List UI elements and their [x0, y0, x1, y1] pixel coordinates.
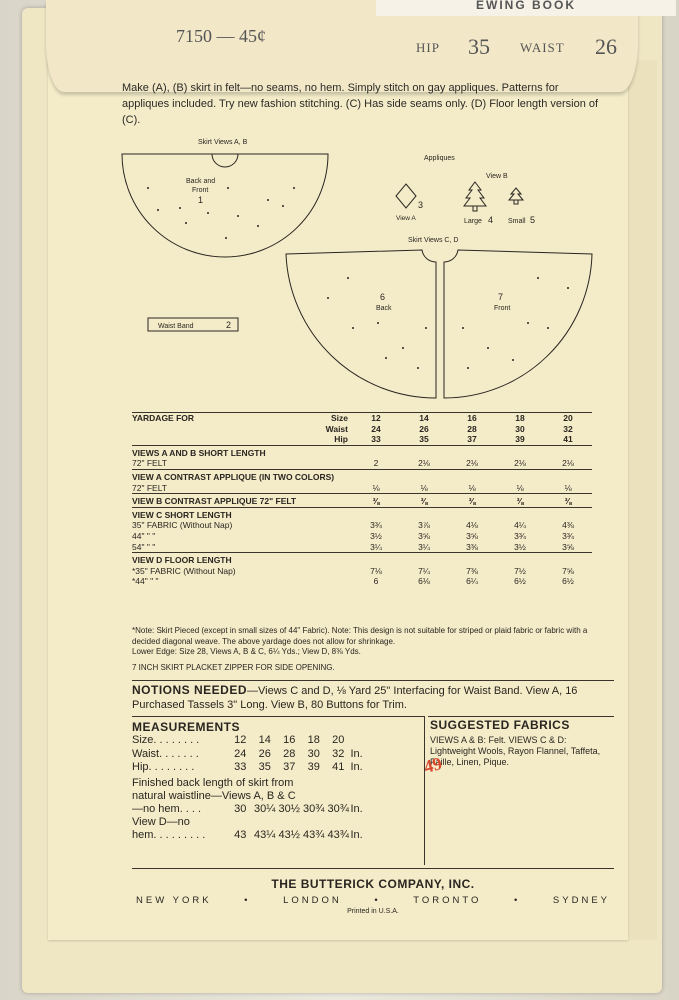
notions-title: NOTIONS NEEDED [132, 683, 248, 697]
city-toronto: TORONTO [413, 895, 482, 906]
pattern-number: 7150 — 45¢ [176, 26, 266, 46]
view-a-label: View A [396, 215, 416, 222]
hip-value: 35 [468, 34, 490, 59]
yardage-header-cell: 28 [467, 423, 477, 434]
yardage-cell: ⅛ [468, 482, 476, 493]
waist-band-label: Waist Band [158, 323, 194, 330]
yardage-cell: 4¼ [514, 520, 526, 531]
yardage-chart [132, 412, 592, 587]
applique-tree-large [464, 182, 486, 206]
yardage-cell: ⅛ [372, 482, 380, 493]
piece-1-dots [147, 187, 295, 239]
piece-4-number: 4 [488, 215, 494, 225]
yardage-header-cell: 24 [371, 423, 381, 434]
city-london: LONDON [283, 895, 342, 906]
yardage-cell: ⅛ [420, 482, 428, 493]
yardage-cell: ⅛ [564, 482, 572, 493]
small-label: Small [508, 218, 526, 225]
yardage-section-title [132, 445, 592, 458]
piece-7-label: Front [494, 305, 511, 312]
meas-waist-row: Waist. . . . . . . 24 26 28 30 32 In. [132, 747, 363, 760]
yardage-fabric-label: 35" FABRIC (Without Nap) [132, 520, 233, 531]
yardage-section-title [132, 553, 592, 566]
piece-6-label: Back [376, 305, 392, 312]
note-line-2: Lower Edge: Size 28, Views A, B & C, 6¼ Yds.; View D, 8⅜ Yds. [132, 647, 361, 656]
city-list [132, 895, 614, 906]
appliques-label: Appliques [424, 155, 455, 162]
yardage-cell: 3⅝ [562, 541, 574, 552]
yardage-cell: 3¾ [562, 530, 574, 541]
view-d-line: View D—no [132, 816, 190, 828]
piece-1-outline [122, 154, 328, 257]
meas-size-row: Size. . . . . . . . 12 14 16 18 20 [132, 734, 345, 746]
hip-label: HIP [416, 40, 440, 55]
measurements-title: MEASUREMENTS [132, 720, 241, 734]
price-stamp: 49 [421, 753, 445, 778]
yardage-section-title [132, 507, 592, 520]
printed-in: Printed in U.S.A. [347, 908, 399, 915]
yardage-header-label: Hip [334, 434, 348, 445]
piece-6-outline [286, 250, 436, 398]
yardage-header-cell: 12 [352, 413, 400, 424]
yardage-header-cell: 14 [400, 413, 448, 424]
yardage-cell: 6⅛ [418, 576, 430, 587]
yardage-header-label: Waist [325, 423, 348, 434]
yardage-header-cell: 26 [419, 423, 429, 434]
city-sydney: SYDNEY [552, 895, 610, 906]
yardage-fabric-label: 72" FELT [132, 458, 167, 469]
yardage-section-label: VIEWS A AND B SHORT LENGTH [132, 445, 352, 458]
applique-tree-small [509, 188, 523, 200]
fabrics-title: SUGGESTED FABRICS [430, 718, 570, 732]
yardage-cell: ⅜ [352, 494, 400, 508]
piece-7-outline [444, 250, 592, 398]
finished-length-line-2: natural waistline—Views A, B & C [132, 789, 296, 802]
yardage-section-label: VIEW B CONTRAST APPLIQUE 72" FELT [132, 494, 352, 508]
yardage-fabric-label: 54" " " [132, 541, 156, 552]
yardage-cell: 3⅝ [418, 530, 430, 541]
yardage-cell: 3⅞ [418, 520, 430, 531]
note-line-3: 7 INCH SKIRT PLACKET ZIPPER FOR SIDE OPENING. [132, 662, 335, 672]
yardage-header-label: Size [308, 413, 352, 424]
finished-length-line-1: Finished back length of skirt from [132, 776, 294, 789]
yardage-header-row [132, 424, 592, 435]
notions-section [132, 680, 614, 712]
piece-1-label-a: Back and [186, 178, 216, 185]
yardage-table [132, 412, 592, 587]
yardage-cell: ⅜ [544, 494, 592, 508]
measurements-section [132, 716, 425, 865]
notions-text: —Views C and D, ⅛ Yard 25" Interfacing for Waist Band. View A, 16 Purchased Tassels 3" Long. View B, 80 Buttons for Trim. [132, 685, 578, 711]
yardage-cell: ⅜ [448, 494, 496, 508]
skirt-cd-label: Skirt Views C, D [408, 237, 459, 244]
yardage-header-cell: 20 [544, 413, 592, 424]
yardage-cell: 7⅜ [466, 565, 478, 576]
yardage-cell: 2⅛ [514, 458, 526, 469]
yardage-fabric-label: *44" " " [132, 576, 159, 587]
separator-dot: • [244, 895, 251, 906]
pattern-pieces-diagram [118, 128, 608, 403]
yardage-cell: 3½ [370, 530, 382, 541]
company-name: THE BUTTERICK COMPANY, INC. [271, 877, 475, 891]
yardage-cell: 3¾ [514, 530, 526, 541]
yardage-row-label [132, 424, 308, 435]
yardage-section-title [132, 494, 592, 508]
yardage-header-cell: 16 [448, 413, 496, 424]
yardage-cell: 6½ [562, 576, 574, 587]
yardage-row [132, 520, 592, 531]
applique-diamond [396, 184, 416, 208]
yardage-row [132, 566, 592, 577]
flap-tab-text: EWING BOOK [376, 0, 676, 16]
large-label: Large [464, 218, 482, 225]
yardage-cell: 2⅛ [562, 458, 574, 469]
yardage-cell: 4⅛ [466, 520, 478, 531]
waist-band-number: 2 [226, 320, 232, 330]
piece-1-number: 1 [198, 195, 204, 205]
waist-label: WAIST [520, 40, 565, 55]
yardage-cell: 3¾ [370, 520, 382, 531]
yardage-header-cell: 41 [563, 434, 573, 445]
yardage-fabric-label: *35" FABRIC (Without Nap) [132, 565, 236, 576]
yardage-section-label: VIEW C SHORT LENGTH [132, 507, 352, 520]
yardage-row [132, 483, 592, 494]
piece-5-number: 5 [530, 215, 536, 225]
yardage-cell: 6¼ [466, 576, 478, 587]
yardage-cell: 3½ [514, 541, 526, 552]
envelope-top-flap [46, 0, 638, 92]
meas-hem-row: hem. . . . . . . . . 43 43¼ 43½ 43¾ 43¾ In. [132, 829, 363, 841]
suggested-fabrics-section [428, 716, 614, 865]
yardage-row [132, 531, 592, 542]
yardage-cell: 7⅝ [562, 565, 574, 576]
yardage-cell: 7⅛ [370, 565, 382, 576]
yardage-cell: 7½ [514, 565, 526, 576]
pieces-6-7-dots [327, 277, 569, 369]
piece-3-number: 3 [418, 200, 424, 210]
yardage-cell: 2⅛ [466, 458, 478, 469]
footer [132, 868, 614, 915]
fabrics-text: VIEWS A & B: Felt. VIEWS C & D: Lightweight Wools, Rayon Flannel, Taffeta, Faille, Linen, Pique. [430, 735, 601, 767]
yardage-cell: 3⅜ [466, 541, 478, 552]
price: 45¢ [239, 26, 266, 46]
yardage-cell: 2 [373, 458, 379, 469]
yardage-header-cell: 33 [371, 434, 381, 445]
view-b-label: View B [486, 173, 508, 180]
yardage-cell: 7¼ [418, 565, 430, 576]
yardage-notes [132, 626, 602, 673]
city-new-york: NEW YORK [136, 895, 212, 906]
yardage-header-row [132, 434, 592, 445]
skirt-ab-label: Skirt Views A, B [198, 139, 248, 146]
piece-7-number: 7 [498, 292, 504, 302]
yardage-cell: 4⅜ [562, 520, 574, 531]
yardage-row-label: YARDAGE FOR [132, 413, 308, 424]
yardage-cell: 6 [373, 576, 379, 587]
yardage-cell: 6½ [514, 576, 526, 587]
waist-value: 26 [595, 34, 617, 59]
meas-hip-row: Hip. . . . . . . . 33 35 37 39 41 In. [132, 761, 363, 773]
yardage-section-label: VIEW D FLOOR LENGTH [132, 553, 352, 566]
yardage-header-cell: 39 [515, 434, 525, 445]
yardage-cell: ⅛ [516, 482, 524, 493]
separator-dot: • [514, 895, 521, 906]
yardage-cell: 3¼ [418, 541, 430, 552]
note-line-1: *Note: Skirt Pieced (except in small sizes of 44" Fabric). Note: This design is not suitable for striped or plaid fabric or fabric with a decided diagonal weave. The above yardage does not allow for shrinkage. [132, 626, 588, 646]
yardage-header-cell: 35 [419, 434, 429, 445]
separator-dot: • [374, 895, 381, 906]
yardage-row [132, 576, 592, 587]
piece-6-number: 6 [380, 292, 386, 302]
yardage-header-cell: 30 [515, 423, 525, 434]
yardage-header-cell: 18 [496, 413, 544, 424]
piece-1-label-b: Front [192, 187, 209, 194]
yardage-fabric-label: 44" " " [132, 530, 156, 541]
meas-nohem-row: —no hem. . . . 30 30¼ 30½ 30¾ 30¾ In. [132, 802, 363, 815]
yardage-section-title [132, 469, 592, 482]
yardage-header-cell: 37 [467, 434, 477, 445]
yardage-row-label [132, 434, 308, 445]
yardage-row [132, 542, 592, 553]
piece-1-waist-curve [212, 154, 238, 167]
yardage-cell: 3⅝ [466, 530, 478, 541]
yardage-section-label: VIEW A CONTRAST APPLIQUE (IN TWO COLORS) [132, 469, 352, 482]
yardage-fabric-label: 72" FELT [132, 482, 167, 493]
yardage-cell: 3¼ [370, 541, 382, 552]
yardage-cell: ⅜ [496, 494, 544, 508]
pattern-description: Make (A), (B) skirt in felt—no seams, no hem. Simply stitch on gay appliques. Patterns for appliques included. Try new fashion stitching. (C) Has side seams only. (D) Floor length version of (C). [122, 82, 599, 126]
yardage-header-row [132, 413, 592, 424]
yardage-header-cell: 32 [563, 423, 573, 434]
yardage-cell: 2⅛ [418, 458, 430, 469]
yardage-row [132, 458, 592, 469]
yardage-cell: ⅜ [400, 494, 448, 508]
